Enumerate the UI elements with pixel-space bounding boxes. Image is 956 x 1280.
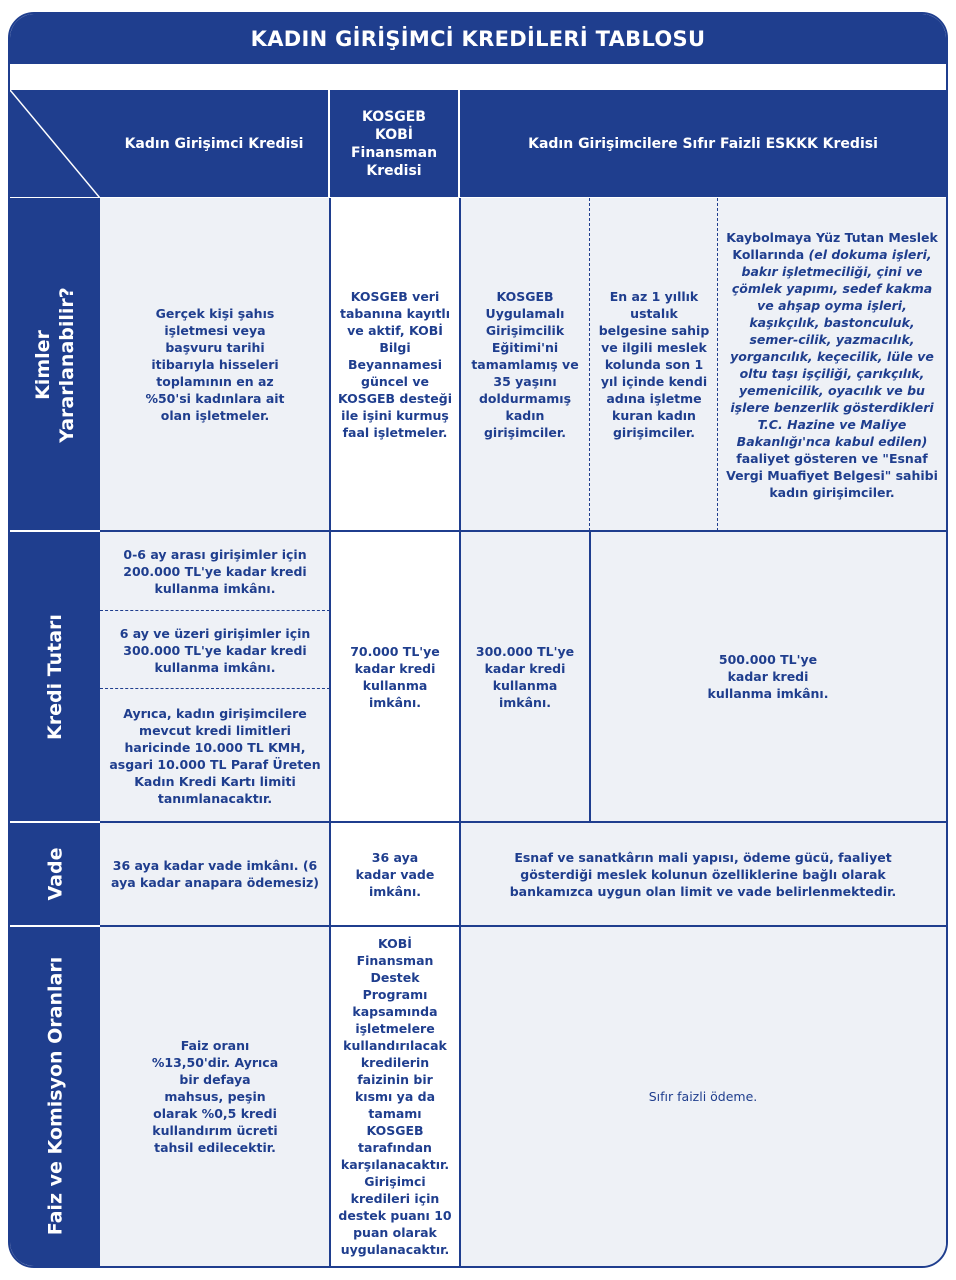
tutar-c3a: 300.000 TL'ye kadar kredi kullanma imkânı.	[460, 531, 590, 822]
tutar-c1b: 6 ay ve üzeri girişimler için 300.000 TL'ye kadar kredi kullanma imkânı.	[100, 611, 330, 689]
kimler-c3a: KOSGEB Uygulamalı Girişimcilik Eğitimi'ni tamamlamış ve 35 yaşını doldurmamış kadın girişimciler.	[460, 198, 590, 531]
tutar-c1a: 0-6 ay arası girişimler için 200.000 TL'ye kadar kredi kullanma imkânı.	[100, 531, 330, 611]
header-kosgeb-kobi: KOSGEB KOBİ Finansman Kredisi	[330, 90, 458, 198]
tutar-c1c: Ayrıca, kadın girişimcilere mevcut kredi limitleri haricinde 10.000 TL KMH, asgari 10.000 TL Paraf Üreten Kadın Kredi Kartı limiti tanımlanacaktır.	[100, 689, 330, 822]
credit-table	[8, 12, 948, 1268]
row-label-faiz: Faiz ve Komisyon Oranları	[10, 926, 100, 1266]
corner-diagonal	[10, 90, 100, 198]
faiz-c1: Faiz oranı %13,50'dir. Ayrıca bir defaya mahsus, peşin olarak %0,5 kredi kullandırım ücreti tahsil edilecektir.	[100, 926, 330, 1266]
tutar-c2: 70.000 TL'ye kadar kredi kullanma imkânı.	[330, 531, 460, 822]
kimler-c3b: En az 1 yıllık ustalık belgesine sahip ve ilgili meslek kolunda son 1 yıl içinde kendi adına işletme kuran kadın girişimciler.	[590, 198, 718, 531]
kimler-c1: Gerçek kişi şahıs işletmesi veya başvuru tarihi itibarıyla hisseleri toplamının en az %50'si kadınlara ait olan işletmeler.	[100, 198, 330, 531]
tutar-c3b: 500.000 TL'ye kadar kredi kullanma imkânı.	[590, 531, 946, 822]
row-label-kredi-tutari: Kredi Tutarı	[10, 531, 100, 822]
vade-c2: 36 aya kadar vade imkânı.	[330, 822, 460, 926]
header-eskkk: Kadın Girişimcilere Sıfır Faizli ESKKK Kredisi	[460, 90, 946, 198]
table-title: KADIN GİRİŞİMCİ KREDİLERİ TABLOSU	[10, 14, 946, 64]
corner-cell	[10, 90, 100, 198]
header-kadin-girisimci-kredisi: Kadın Girişimci Kredisi	[100, 90, 328, 198]
row-label-vade: Vade	[10, 822, 100, 926]
kimler-c2: KOSGEB veri tabanına kayıtlı ve aktif, KOBİ Bilgi Beyannamesi güncel ve KOSGEB desteği ile işini kurmuş faal işletmeler.	[330, 198, 460, 531]
faiz-c3: Sıfır faizli ödeme.	[460, 926, 946, 1266]
vade-c3: Esnaf ve sanatkârın mali yapısı, ödeme gücü, faaliyet gösterdiği meslek kolunun özelliklerine bağlı olarak bankamızca uygun olan limit ve vade belirlenmektedir.	[460, 822, 946, 926]
faiz-c2: KOBİ Finansman Destek Programı kapsamında işletmelere kullandırılacak kredilerin faizinin bir kısmı ya da tamamı KOSGEB tarafından karşılanacaktır. Girişimci kredileri için destek puanı 10 puan olarak uygulanacaktır.	[330, 926, 460, 1266]
row-label-kimler: Kimler Yararlanabilir?	[10, 198, 100, 531]
vade-c1: 36 aya kadar vade imkânı. (6 aya kadar anapara ödemesiz)	[100, 822, 330, 926]
kimler-c3c: Kaybolmaya Yüz Tutan Meslek Kollarında (el dokuma işleri, bakır işletmeciliği, çini ve çömlek yapımı, sedef kakma ve ahşap oyma işleri, kaşıkçılık, bastonculuk, semer-cilik, yazmacılık, yorgancılık, keçecilik, lüle ve oltu taşı işçiliği, çarıkçılık, yemenicilik, oyacılık ve bu işlere benzerlik gösterdikleri T.C. Hazine ve Maliye Bakanlığı'nca kabul edilen) faaliyet gösteren ve "Esnaf Vergi Muafiyet Belgesi" sahibi kadın girişimciler.	[718, 198, 946, 531]
